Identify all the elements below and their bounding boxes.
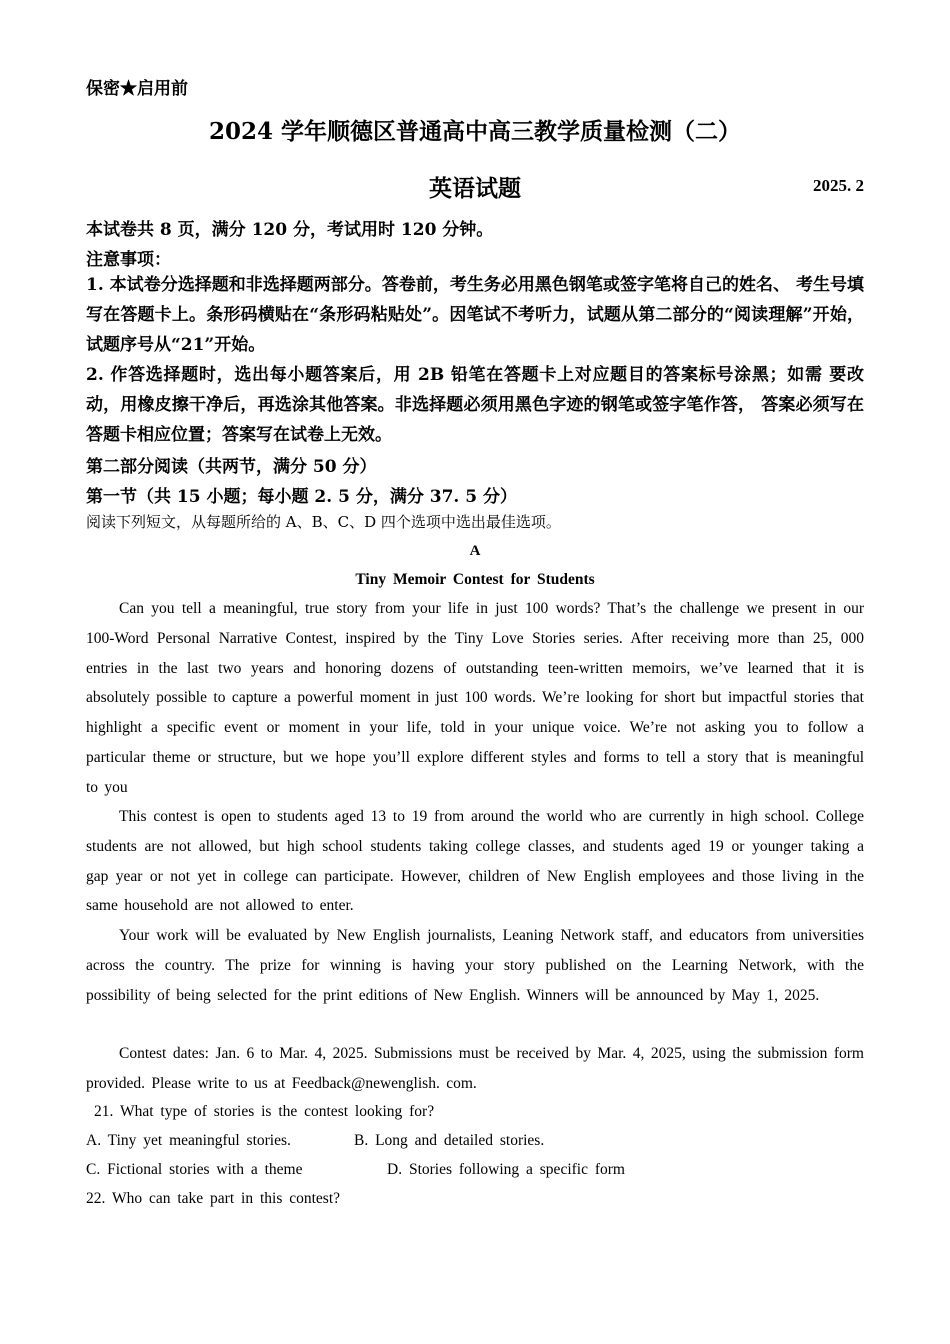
notes-heading: 注意事项： <box>86 250 171 270</box>
confidential-label: 保密★启用前 <box>86 79 188 99</box>
passage-paragraph: This contest is open to students aged 13 to 19 from around the world who are currently in high school. College students are not allowed, but high school students taking college classes, and students aged 19 or younger taking a gap year or not yet in college can participate. However, children of New English employees and those living in the same household are not allowed to enter. <box>86 808 864 915</box>
subject-title: 英语试题 <box>429 175 521 202</box>
question-21-option-d: D. Stories following a specific form <box>387 1161 625 1178</box>
part-heading: 第二部分阅读（共两节，满分 50 分） <box>86 457 377 477</box>
passage-title: Tiny Memoir Contest for Students <box>355 571 595 588</box>
passage-paragraph: Can you tell a meaningful, true story from your life in just 100 words? That’s the challenge we present in our 100-Word Personal Narrative Contest, inspired by the Tiny Love Stories series. After receiving more than 25, 000 entries in the last two years and honoring dozens of outstanding teen-written memoirs, we’ve learned that it is absolutely possible to capture a powerful moment in just 100 words. We’re looking for short but impactful stories that highlight a specific event or moment in your life, told in your unique voice. We’re not asking you to follow a particular theme or structure, but we hope you’ll explore different styles and forms to tell a story that is meaningful to you <box>86 600 864 796</box>
passage-paragraph: Your work will be evaluated by New English journalists, Leaning Network staff, and educators from universities across the country. The prize for winning is having your story published on the Learning Network, with the possibility of being selected for the print editions of New English. Winners will be announced by May 1, 2025. <box>86 927 864 1004</box>
note-2: 2. 作答选择题时，选出每小题答案后，用 2B 铅笔在答题卡上对应题目的答案标号涂黑；如需 要改动，用橡皮擦干净后，再选涂其他答案。非选择题必须用黑色字迹的钢笔或签字笔作答， 答案必须写在答题卡相应位置；答案写在试卷上无效。 <box>86 365 864 445</box>
section-heading: 第一节（共 15 小题；每小题 2. 5 分，满分 37. 5 分） <box>86 487 517 507</box>
note-1: 1. 本试卷分选择题和非选择题两部分。答卷前，考生务必用黑色钢笔或签字笔将自己的姓名、 考生号填写在答题卡上。条形码横贴在“条形码粘贴处”。因笔试不考听力，试题从第二部分的“阅读理解”开始，试题序号从“21”开始。 <box>86 275 864 355</box>
passage-letter: A <box>469 543 481 559</box>
exam-title: 2024 学年顺德区普通高中高三教学质量检测（二） <box>208 118 742 145</box>
exam-info: 本试卷共 8 页，满分 120 分，考试用时 120 分钟。 <box>86 220 494 240</box>
passage-paragraph: Contest dates: Jan. 6 to Mar. 4, 2025. Submissions must be received by Mar. 4, 2025, using the submission form provided. Please write to us at Feedback@newenglish. com. <box>86 1045 864 1092</box>
question-21-stem: 21. What type of stories is the contest looking for? <box>94 1103 435 1120</box>
question-21-option-a: A. Tiny yet meaningful stories. <box>86 1132 291 1149</box>
exam-date: 2025. 2 <box>813 176 864 195</box>
question-21-option-b: B. Long and detailed stories. <box>354 1132 545 1149</box>
question-21-option-c: C. Fictional stories with a theme <box>86 1161 303 1178</box>
question-22-stem: 22. Who can take part in this contest? <box>86 1190 341 1207</box>
instruction-text: 阅读下列短文，从每题所给的 A、B、C、D 四个选项中选出最佳选项。 <box>86 513 561 531</box>
